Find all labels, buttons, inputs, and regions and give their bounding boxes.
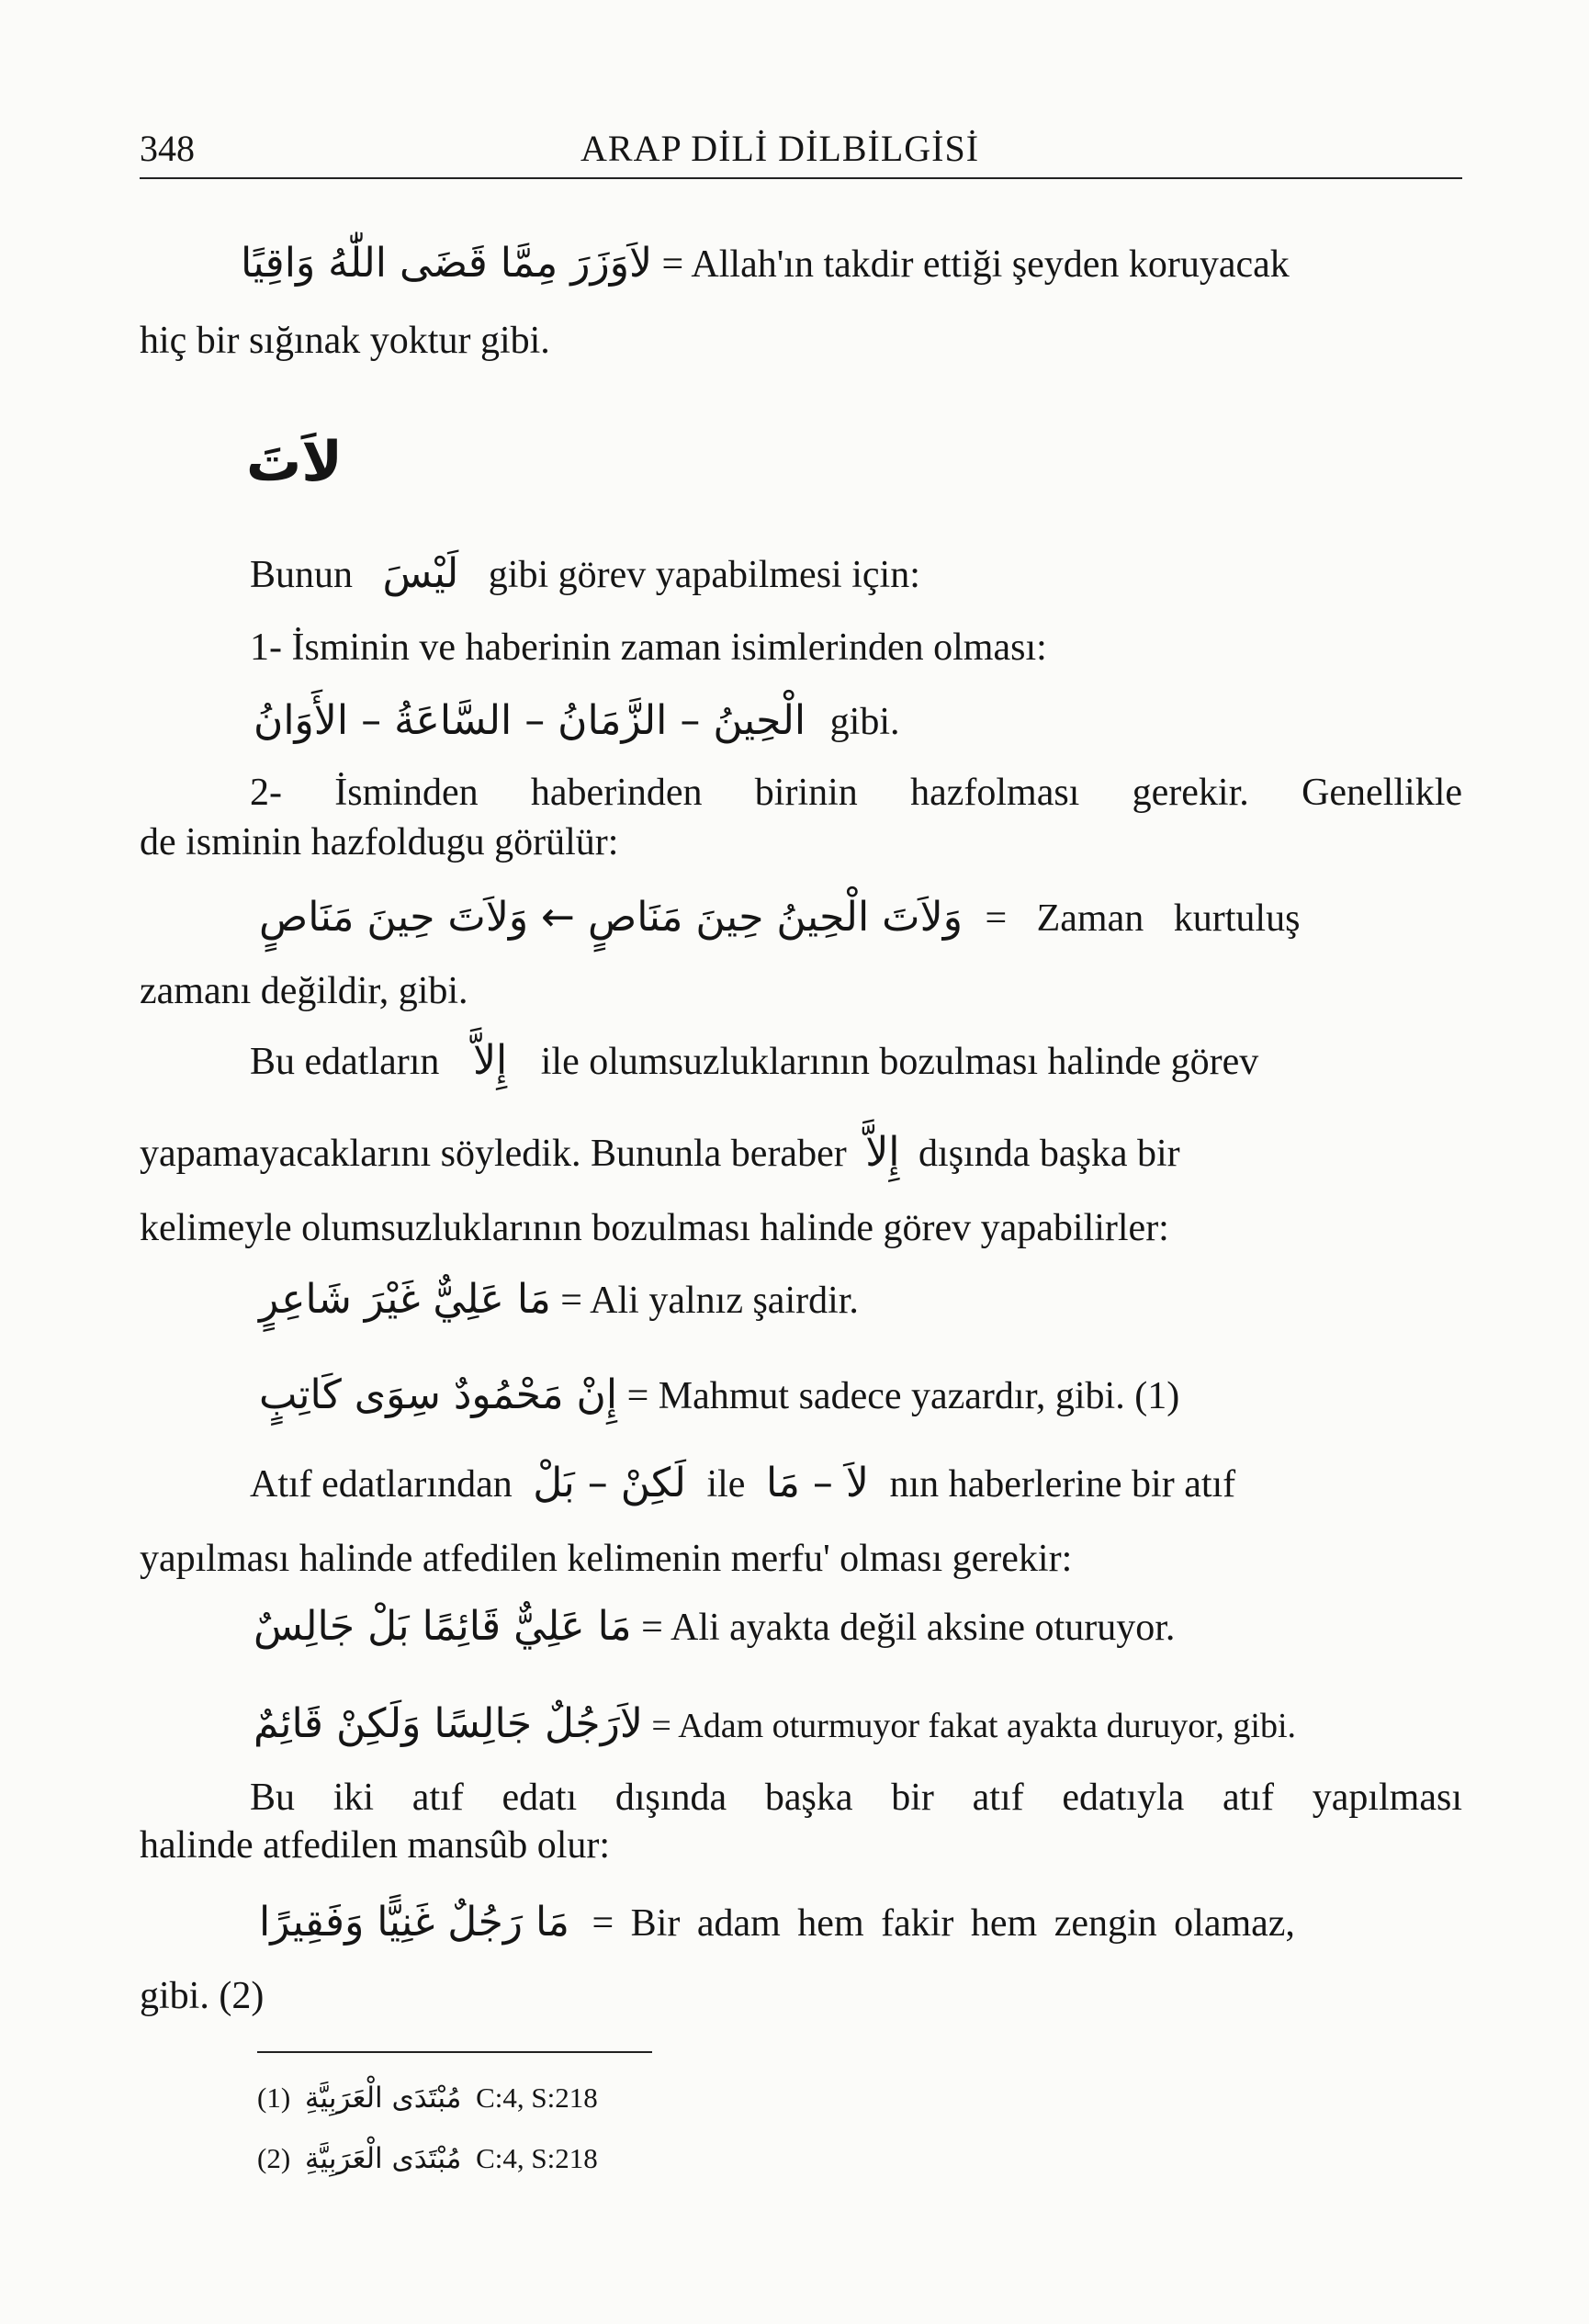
example-line [259, 1900, 1295, 1946]
text-line: Bu iki atıf edatı dışında başka bir atıf edatıyla atıf yapılması [250, 1777, 1462, 1819]
arabic-word: إِلاَّ [472, 1037, 508, 1084]
footnote-ref: C:4, S:218 [476, 2081, 598, 2114]
example-line [254, 1701, 1296, 1749]
header-rule [140, 177, 1462, 179]
arabic-example: مَا عَلِيٌّ غَيْرَ شَاعِرٍ [259, 1276, 551, 1323]
text-line: gibi. (2) [140, 1975, 265, 2017]
page-header [140, 121, 1462, 176]
text-line [250, 551, 920, 598]
arabic-word: لَيْسَ [382, 550, 459, 597]
translation: = Mahmut sadece yazardır, gibi. (1) [626, 1375, 1180, 1417]
text-line: halinde atfedilen mansûb olur: [140, 1824, 611, 1867]
text-fragment: ile olumsuzluklarının bozulması halinde görev [540, 1041, 1259, 1083]
arabic-example: مَا رَجُلٌ غَنِيًّا وَفَقِيرًا [259, 1899, 569, 1946]
text-fragment: yapamayacaklarını söyledik. Bununla beraber [140, 1133, 847, 1175]
text-fragment: Bunun [250, 554, 354, 596]
arabic-example: مَا عَلِيٌّ قَائِمًا بَلْ جَالِسٌ [254, 1603, 632, 1650]
text-fragment: gibi görev yapabilmesi için: [488, 554, 920, 596]
footnote [257, 2080, 598, 2116]
footnote-source: مُبْتَدَى الْعَرَبِيَّةِ [304, 2081, 462, 2115]
example-line [259, 1277, 859, 1324]
footnote-number: (2) [257, 2142, 291, 2174]
text-line [250, 1461, 1235, 1507]
arabic-word: لَكِنْ – بَلْ [533, 1460, 686, 1506]
text-line: de isminin hazfoldugu görülür: [140, 821, 619, 863]
arabic-example: لاَرَجُلٌ جَالِسًا وَلَكِنْ قَائِمٌ [254, 1700, 643, 1747]
text-fragment: Atıf edatlarından [250, 1463, 513, 1506]
translation: = Bir adam hem fakir hem zengin olamaz, [592, 1902, 1295, 1945]
example-line [241, 241, 1290, 288]
text-fragment: ile [706, 1463, 746, 1506]
list-item: 2- İsminden haberinden birinin hazfolması gerekir. Genellikle [250, 772, 1462, 814]
text-line: yapılması halinde atfedilen kelimenin merfu' olması gerekir: [140, 1538, 1073, 1580]
text-line [140, 1130, 1462, 1177]
text-fragment: gibi. [829, 701, 900, 743]
section-heading: لاَتَ [246, 430, 343, 494]
text-line: kelimeyle olumsuzluklarının bozulması halinde görev yapabilirler: [140, 1207, 1169, 1249]
translation: = Allah'ın takdir ettiği şeyden koruyacak [661, 243, 1290, 286]
example-line [254, 698, 900, 745]
footnote-number: (1) [257, 2081, 291, 2114]
arabic-example: إِنْ مَحْمُودٌ سِوَى كَاتِبٍ [259, 1371, 618, 1418]
arabic-example: الْحِينُ – الزَّمَانُ – السَّاعَةُ – الأَوَانُ [254, 697, 806, 744]
arabic-word: إِلاَّ [865, 1129, 900, 1176]
footnote-source: مُبْتَدَى الْعَرَبِيَّةِ [304, 2142, 462, 2175]
footnote-ref: C:4, S:218 [476, 2142, 598, 2174]
example-line [259, 895, 1300, 942]
translation: = Zaman kurtuluş [985, 897, 1301, 940]
example-line [254, 1604, 1175, 1651]
text-fragment: nın haberlerine bir atıf [889, 1463, 1236, 1506]
text-fragment: dışında başka bir [918, 1133, 1180, 1175]
translation: = Adam oturmuyor fakat ayakta duruyor, gibi. [651, 1707, 1297, 1745]
running-title: ARAP DİLİ DİLBİLGİSİ [580, 128, 980, 169]
example-line [259, 1372, 1179, 1419]
translation: = Ali yalnız şairdir. [560, 1280, 859, 1322]
arabic-example: وَلاَتَ الْحِينُ حِينَ مَنَاصٍ ← وَلاَتَ حِينَ مَنَاصٍ [259, 894, 963, 941]
text-line: hiç bir sığınak yoktur gibi. [140, 320, 550, 362]
text-fragment: Bu edatların [250, 1041, 440, 1083]
footnote [257, 2140, 598, 2177]
footnote-rule [257, 2051, 652, 2053]
translation: = Ali ayakta değil aksine oturuyor. [641, 1607, 1176, 1649]
arabic-word: لاَ – مَا [765, 1460, 869, 1506]
list-item: 1- İsminin ve haberinin zaman isimlerinden olması: [250, 626, 1047, 669]
text-line [250, 1038, 1258, 1085]
arabic-example: لاَوَزَرَ مِمَّا قَضَى اللّٰهُ وَاقِيًا [241, 240, 653, 287]
text-line: zamanı değildir, gibi. [140, 970, 468, 1012]
page-number: 348 [140, 128, 195, 169]
